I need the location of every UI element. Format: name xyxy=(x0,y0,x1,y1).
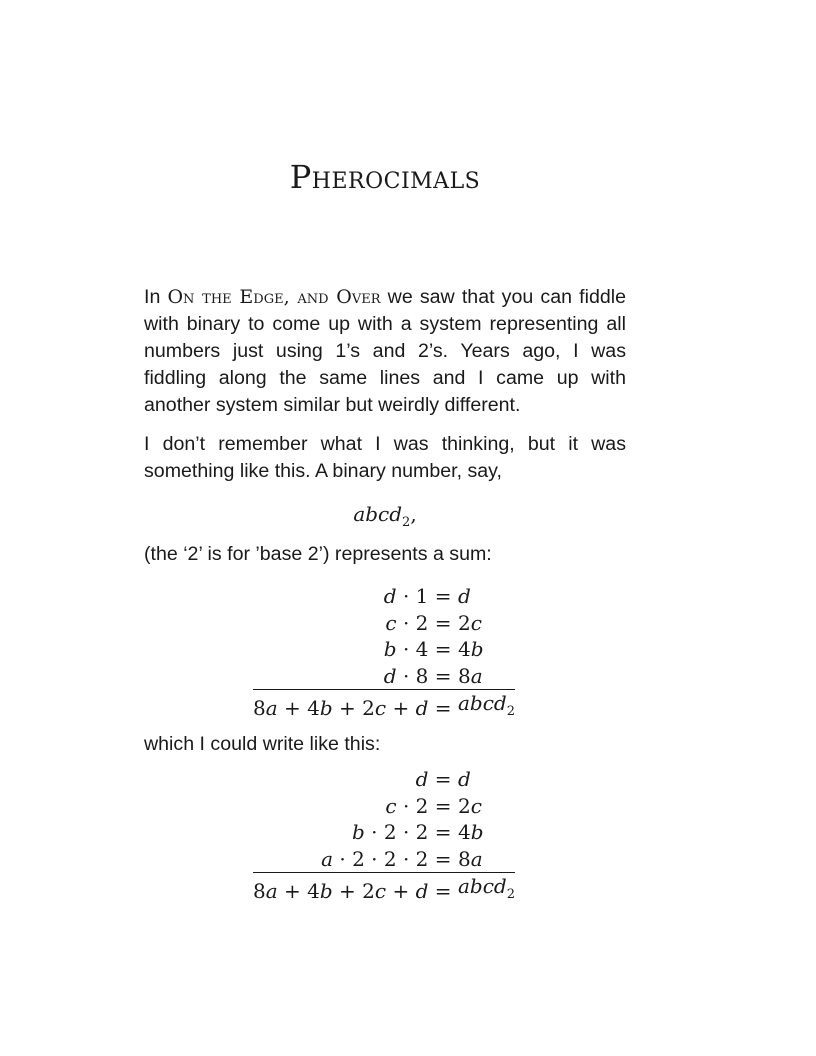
intro-rest: we saw that you can fiddle with binary to come up with a system representing all numbers just using 1’s and 2’s. Years ago, I was fiddling along the same lines and I came up with another system similar but weirdly different. xyxy=(144,286,626,416)
equation-lhs: d · 8 xyxy=(383,663,429,688)
sum-table-2 xyxy=(253,766,515,909)
binary-number: abcd xyxy=(353,502,403,526)
equation-lhs: c · 2 xyxy=(385,610,429,635)
equation-row xyxy=(253,636,515,663)
base-subscript: 2 xyxy=(402,515,411,530)
total-rhs-base: abcd xyxy=(457,874,507,898)
equation-eq: = xyxy=(434,820,452,844)
total-row xyxy=(253,690,515,726)
page xyxy=(144,0,626,1056)
equation-eq: = xyxy=(434,793,452,818)
equation-rhs: d xyxy=(457,584,471,608)
total-rhs-base: abcd xyxy=(457,691,507,715)
display-equation xyxy=(144,502,626,530)
equation-eq: = xyxy=(434,584,452,608)
equation-eq: = xyxy=(434,846,452,871)
equation-eq: = xyxy=(434,767,452,791)
equation-rhs: 2c xyxy=(457,610,482,635)
total-row xyxy=(253,873,515,909)
equation-rhs: d xyxy=(457,767,471,791)
equation-rhs: 8a xyxy=(457,846,483,871)
equation-eq: = xyxy=(434,637,452,661)
total-lhs: 8a + 4b + 2c + d xyxy=(253,873,434,909)
equation-eq: = xyxy=(434,610,452,635)
equation-eq: = xyxy=(434,663,452,688)
equation-row xyxy=(253,663,515,690)
total-eq: = xyxy=(434,690,452,726)
total-rhs-subscript: 2 xyxy=(506,704,515,719)
total-lhs: 8a + 4b + 2c + d xyxy=(253,690,434,726)
page-title: Pherocimals xyxy=(289,158,481,196)
equation-row xyxy=(253,819,515,846)
equation-row xyxy=(253,610,515,637)
total-rhs xyxy=(452,873,515,909)
chapter-reference: On the Edge, and Over xyxy=(167,286,381,308)
equation-rhs: 8a xyxy=(457,663,483,688)
equation-lhs: b · 4 xyxy=(383,637,429,661)
equation-lhs: d xyxy=(415,767,429,791)
equation-row xyxy=(253,793,515,820)
sum-table-1 xyxy=(253,583,515,726)
intro-lead: In xyxy=(144,286,168,308)
paragraph-sum: (the ‘2’ is for ’base 2’) represents a sum: xyxy=(144,543,492,565)
paragraph-intro xyxy=(144,284,626,419)
total-eq: = xyxy=(434,873,452,909)
equation-lhs: a · 2 · 2 · 2 xyxy=(321,846,429,871)
equation-row xyxy=(253,846,515,873)
display-punct: , xyxy=(410,502,417,526)
equation-row xyxy=(253,583,515,610)
paragraph-binary: I don’t remember what I was thinking, but it was something like this. A binary number, say, xyxy=(144,433,626,482)
equation-row xyxy=(253,766,515,793)
equation-rhs: 4b xyxy=(457,820,484,844)
total-rhs xyxy=(452,690,515,726)
equation-lhs: b · 2 · 2 xyxy=(351,820,429,844)
equation-rhs: 4b xyxy=(457,637,484,661)
paragraph-rewrite: which I could write like this: xyxy=(144,733,381,755)
equation-lhs: d · 1 xyxy=(383,584,429,608)
equation-lhs: c · 2 xyxy=(385,793,429,818)
total-rhs-subscript: 2 xyxy=(506,887,515,902)
equation-rhs: 2c xyxy=(457,793,482,818)
